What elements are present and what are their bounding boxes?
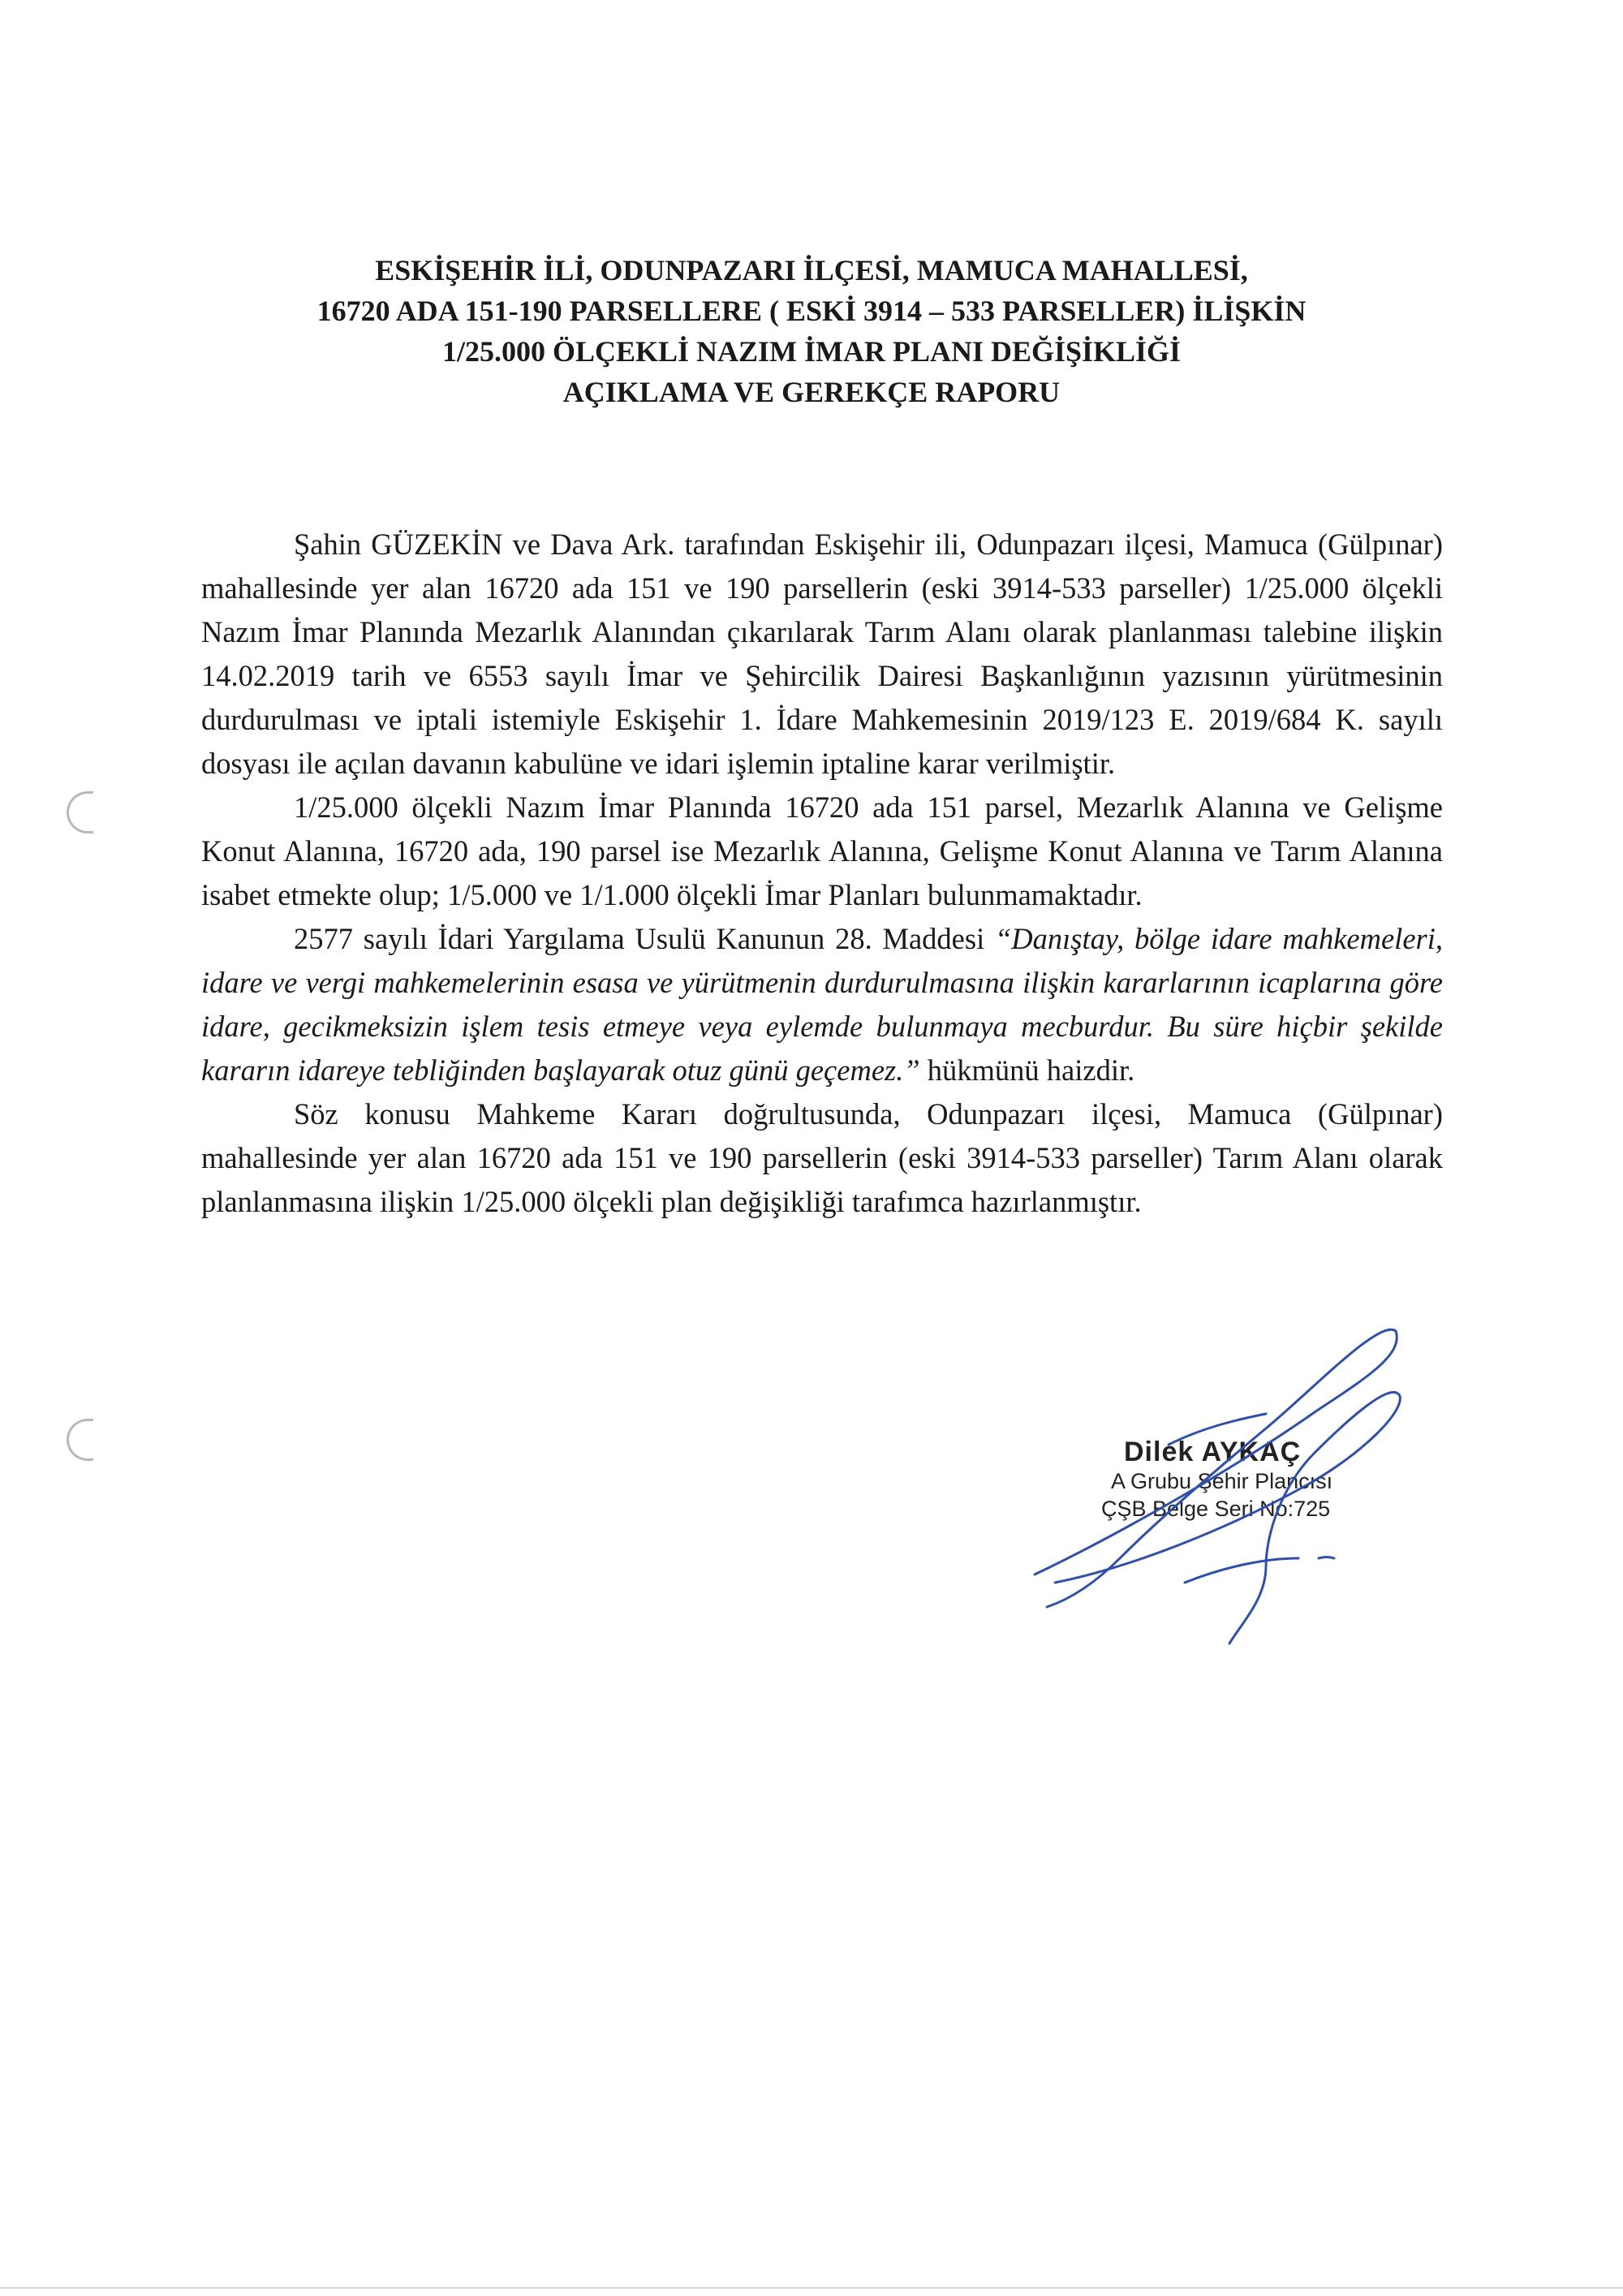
paragraph-2: 1/25.000 ölçekli Nazım İmar Planında 16720 ada 151 parsel, Mezarlık Alanına ve Gelişme Konut Alanına, 16720 ada, 190 parsel ise Mezarlık Alanına, Gelişme Konut Alanına ve Tarım Alanına isabet etmekte olup; 1/5.000 ve 1/1.000 ölçekli İmar Planları bulunmamaktadır. [201,790,1443,911]
scan-bottom-edge [0,2287,1623,2289]
law-quote: “Danıştay, bölge idare mahkemeleri, idare ve vergi mahkemelerinin esasa ve yürütmenin durdurulmasına ilişkin kararlarının icaplarına göre idare, gecikmeksizin işlem tesis etmeye veya eylemde bulunmaya mecburdur. Bu süre hiçbir şekilde kararın idareye tebliğinden başlayarak otuz günü geçemez.” [201,922,1443,1087]
document-title [162,250,1461,412]
paragraph-1: Şahin GÜZEKİN ve Dava Ark. tarafından Eskişehir ili, Odunpazarı ilçesi, Mamuca (Gülpınar) mahallesinde yer alan 16720 ada 151 ve 190 parsellerin (eski 3914-533 parseller) 1/25.000 ölçekli Nazım İmar Planında Mezarlık Alanından çıkarılarak Tarım Alanı olarak planlanması talebine ilişkin 14.02.2019 tarih ve 6553 sayılı İmar ve Şehircilik Dairesi Başkanlığının yazısının yürütmesinin durdurulması ve iptali istemiyle Eskişehir 1. İdare Mahkemesinin 2019/123 E. 2019/684 K. sayılı dosyası ile açılan davanın kabulüne ve idari işlemin iptaline karar verilmiştir. [201,528,1443,780]
document-body [201,523,1443,1224]
title-line-1: ESKİŞEHİR İLİ, ODUNPAZARI İLÇESİ, MAMUCA MAHALLESİ, [375,254,1248,286]
stamp-registry: ÇŞB Belge Seri No:725 [1101,1497,1331,1521]
stamp-name: Dilek AYKAÇ [1124,1437,1302,1467]
title-line-2: 16720 ADA 151-190 PARSELLERE ( ESKİ 3914 – 533 PARSELLER) İLİŞKİN [316,295,1307,327]
punch-hole-mark-upper [67,791,93,834]
title-line-3: 1/25.000 ÖLÇEKLİ NAZIM İMAR PLANI DEĞİŞİKLİĞİ [441,335,1182,368]
paragraph-3-end: hükmünü haizdir. [919,1053,1135,1087]
handwritten-signature [1022,1323,1444,1648]
paragraph-4: Söz konusu Mahkeme Kararı doğrultusunda, Odunpazarı ilçesi, Mamuca (Gülpınar) mahallesinde yer alan 16720 ada 151 ve 190 parsellerin (eski 3914-533 parseller) Tarım Alanı olarak planlanmasına ilişkin 1/25.000 ölçekli plan değişikliği tarafımca hazırlanmıştır. [201,1097,1443,1218]
title-line-4: AÇIKLAMA VE GEREKÇE RAPORU [562,376,1061,408]
punch-hole-mark-lower [67,1419,93,1461]
paragraph-3 [201,917,1443,1092]
paragraph-3-start: 2577 sayılı İdari Yargılama Usulü Kanunun 28. Maddesi [294,922,995,955]
stamp-role: A Grubu Şehir Plancısı [1111,1469,1333,1493]
